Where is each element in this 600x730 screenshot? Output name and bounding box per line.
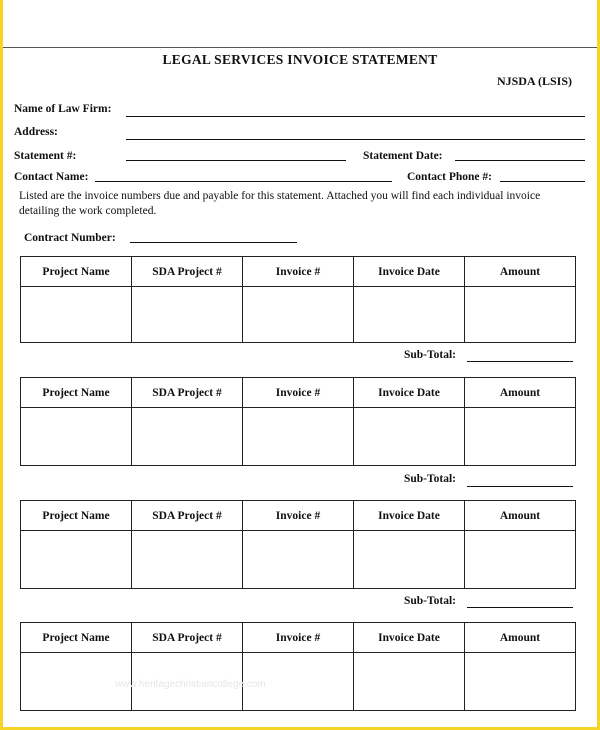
col-sda-project: SDA Project # xyxy=(132,378,243,408)
col-sda-project: SDA Project # xyxy=(132,623,243,653)
contract-number-label: Contract Number: xyxy=(24,232,116,244)
invoice-table-2 xyxy=(20,377,576,466)
law-firm-label: Name of Law Firm: xyxy=(14,103,112,115)
col-invoice-date: Invoice Date xyxy=(354,501,465,531)
col-amount: Amount xyxy=(465,623,576,653)
agency-code: NJSDA (LSIS) xyxy=(496,74,572,88)
subtotal-label-2: Sub-Total: xyxy=(404,473,456,485)
subtotal-label-3: Sub-Total: xyxy=(404,595,456,607)
contact-phone-field[interactable] xyxy=(500,181,585,182)
subtotal-label-1: Sub-Total: xyxy=(404,349,456,361)
document-title: LEGAL SERVICES INVOICE STATEMENT xyxy=(162,52,438,67)
invoice-date-cell[interactable] xyxy=(354,531,465,589)
subtotal-field-3[interactable] xyxy=(467,607,573,608)
instructions-text: Listed are the invoice numbers due and payable for this statement. Attached you will find each individual invoice detailing the work completed. xyxy=(19,190,541,217)
contact-name-field[interactable] xyxy=(95,181,392,182)
sda-project-cell[interactable] xyxy=(132,287,243,343)
subtotal-field-1[interactable] xyxy=(467,361,573,362)
statement-date-field[interactable] xyxy=(455,160,585,161)
invoice-number-cell[interactable] xyxy=(243,287,354,343)
invoice-date-cell[interactable] xyxy=(354,653,465,711)
col-project-name: Project Name xyxy=(21,623,132,653)
col-invoice-date: Invoice Date xyxy=(354,378,465,408)
col-invoice-number: Invoice # xyxy=(243,501,354,531)
top-rule xyxy=(3,47,597,48)
col-project-name: Project Name xyxy=(21,378,132,408)
col-amount: Amount xyxy=(465,378,576,408)
col-invoice-date: Invoice Date xyxy=(354,623,465,653)
col-invoice-number: Invoice # xyxy=(243,623,354,653)
amount-cell[interactable] xyxy=(465,653,576,711)
col-project-name: Project Name xyxy=(21,257,132,287)
law-firm-field[interactable] xyxy=(126,116,585,117)
col-sda-project: SDA Project # xyxy=(132,501,243,531)
contract-number-field[interactable] xyxy=(130,242,297,243)
sda-project-cell[interactable] xyxy=(132,531,243,589)
invoice-table-1 xyxy=(20,256,576,343)
project-name-cell[interactable] xyxy=(21,287,132,343)
col-invoice-number: Invoice # xyxy=(243,378,354,408)
col-sda-project: SDA Project # xyxy=(132,257,243,287)
contact-name-label: Contact Name: xyxy=(14,171,89,183)
col-amount: Amount xyxy=(465,257,576,287)
contact-phone-label: Contact Phone #: xyxy=(407,171,492,183)
statement-number-field[interactable] xyxy=(126,160,346,161)
invoice-date-cell[interactable] xyxy=(354,287,465,343)
invoice-form-page xyxy=(3,0,597,727)
project-name-cell[interactable] xyxy=(21,408,132,466)
col-project-name: Project Name xyxy=(21,501,132,531)
invoice-number-cell[interactable] xyxy=(243,408,354,466)
sda-project-cell[interactable] xyxy=(132,408,243,466)
project-name-cell[interactable] xyxy=(21,531,132,589)
invoice-table-4 xyxy=(20,622,576,711)
address-label: Address: xyxy=(14,126,58,138)
subtotal-field-2[interactable] xyxy=(467,486,573,487)
statement-number-label: Statement #: xyxy=(14,150,77,162)
address-field[interactable] xyxy=(126,139,585,140)
invoice-table-3 xyxy=(20,500,576,589)
col-invoice-number: Invoice # xyxy=(243,257,354,287)
watermark: www.heritagechristiancollege.com xyxy=(115,679,266,690)
col-amount: Amount xyxy=(465,501,576,531)
invoice-number-cell[interactable] xyxy=(243,531,354,589)
statement-date-label: Statement Date: xyxy=(363,150,443,162)
invoice-date-cell[interactable] xyxy=(354,408,465,466)
col-invoice-date: Invoice Date xyxy=(354,257,465,287)
amount-cell[interactable] xyxy=(465,408,576,466)
amount-cell[interactable] xyxy=(465,287,576,343)
amount-cell[interactable] xyxy=(465,531,576,589)
